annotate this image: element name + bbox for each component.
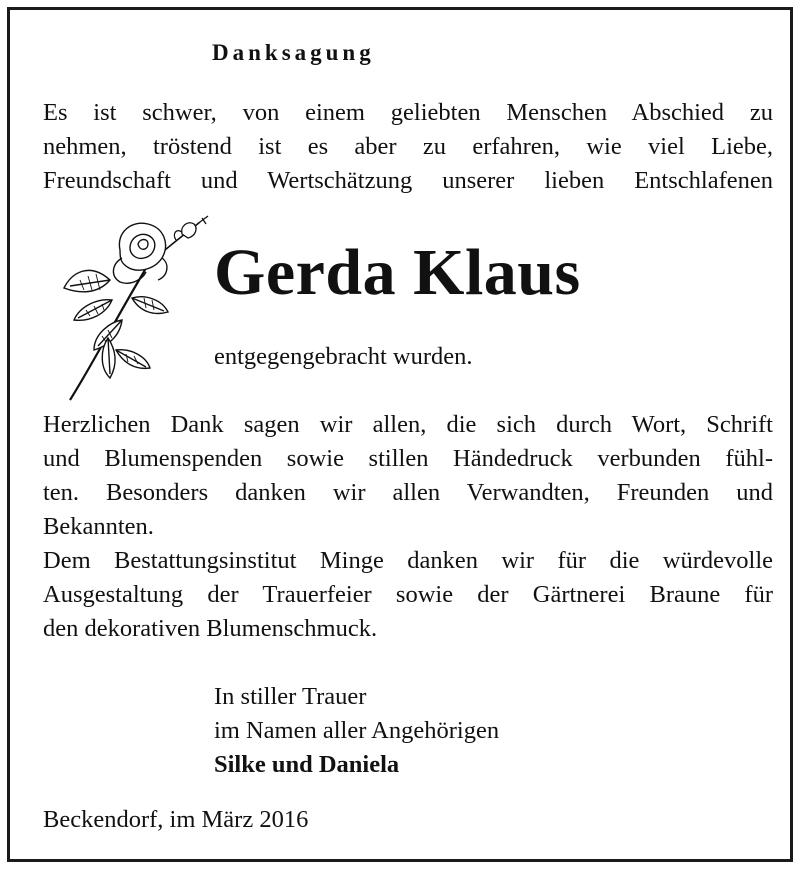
thanks-paragraph	[43, 408, 773, 646]
intro-paragraph	[43, 96, 773, 198]
signature-line: im Namen aller Angehörigen	[214, 717, 500, 744]
place-date: Beckendorf, im März 2016	[43, 806, 309, 833]
notice-frame	[7, 7, 793, 862]
body-line: Dem Bestattungsinstitut Minge danken wir für die würdevolle	[43, 547, 773, 574]
body-line: den dekorativen Blumenschmuck.	[43, 615, 378, 642]
rose-icon	[50, 210, 215, 405]
after-name-text: entgegengebracht wurden.	[214, 343, 473, 370]
intro-line: nehmen, tröstend ist es aber zu erfahren, wie viel Liebe,	[43, 133, 773, 160]
signature-block	[214, 680, 499, 782]
signature-names: Silke und Daniela	[214, 751, 400, 778]
body-line: Ausgestaltung der Trauerfeier sowie der Gärtnerei Braune für	[43, 581, 773, 608]
notice-heading: Danksagung	[212, 40, 375, 65]
intro-line: Es ist schwer, von einem geliebten Menschen Abschied zu	[43, 99, 773, 126]
signature-line: In stiller Trauer	[214, 683, 367, 710]
body-line: und Blumenspenden sowie stillen Händedruck verbunden fühl-	[43, 445, 773, 472]
intro-line: Freundschaft und Wertschätzung unserer lieben Entschlafenen	[43, 167, 773, 194]
deceased-name: Gerda Klaus	[214, 236, 581, 309]
body-line: Bekannten.	[43, 513, 154, 540]
body-line: ten. Besonders danken wir allen Verwandten, Freunden und	[43, 479, 773, 506]
body-line: Herzlichen Dank sagen wir allen, die sich durch Wort, Schrift	[43, 411, 773, 438]
